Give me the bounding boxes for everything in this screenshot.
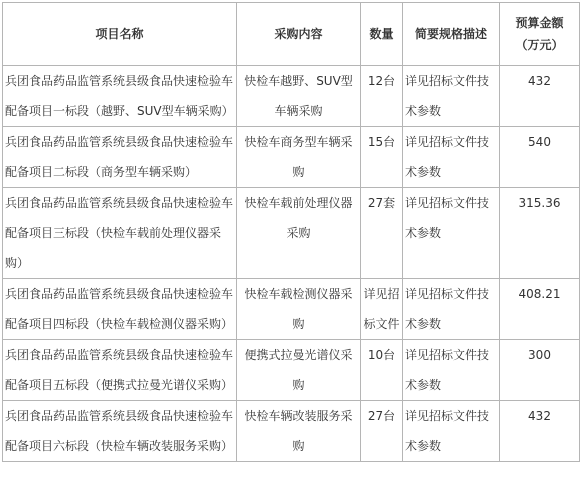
header-budget [500, 3, 580, 66]
cell-procurement-content: 快检车载前处理仪器采购 [237, 188, 361, 279]
cell-budget: 315.36 [500, 188, 580, 279]
cell-project-name: 兵团食品药品监管系统县级食品快速检验车配备项目一标段（越野、SUV型车辆采购） [3, 66, 237, 127]
cell-budget: 300 [500, 340, 580, 401]
cell-spec: 详见招标文件技术参数 [403, 66, 500, 127]
table-row [3, 188, 580, 279]
cell-budget: 432 [500, 66, 580, 127]
cell-budget: 408.21 [500, 279, 580, 340]
cell-procurement-content: 快检车辆改装服务采购 [237, 401, 361, 462]
cell-spec: 详见招标文件技术参数 [403, 127, 500, 188]
cell-quantity: 10台 [361, 340, 403, 401]
cell-project-name: 兵团食品药品监管系统县级食品快速检验车配备项目四标段（快检车载检测仪器采购） [3, 279, 237, 340]
header-quantity: 数量 [361, 3, 403, 66]
cell-quantity: 15台 [361, 127, 403, 188]
cell-procurement-content: 快检车商务型车辆采购 [237, 127, 361, 188]
cell-spec: 详见招标文件技术参数 [403, 340, 500, 401]
table-row [3, 279, 580, 340]
cell-quantity: 27套 [361, 188, 403, 279]
table-row [3, 340, 580, 401]
table-row [3, 66, 580, 127]
cell-project-name: 兵团食品药品监管系统县级食品快速检验车配备项目六标段（快检车辆改装服务采购） [3, 401, 237, 462]
cell-project-name: 兵团食品药品监管系统县级食品快速检验车配备项目五标段（便携式拉曼光谱仪采购） [3, 340, 237, 401]
cell-procurement-content: 便携式拉曼光谱仪采购 [237, 340, 361, 401]
procurement-table [2, 2, 580, 462]
header-spec: 简要规格描述 [403, 3, 500, 66]
cell-procurement-content: 快检车载检测仪器采购 [237, 279, 361, 340]
header-procurement-content: 采购内容 [237, 3, 361, 66]
cell-spec: 详见招标文件技术参数 [403, 401, 500, 462]
header-project-name: 项目名称 [3, 3, 237, 66]
table-row [3, 127, 580, 188]
cell-quantity: 12台 [361, 66, 403, 127]
header-budget-line2: （万元） [515, 38, 564, 52]
header-budget-line1: 预算金额 [515, 16, 564, 30]
cell-procurement-content: 快检车越野、SUV型车辆采购 [237, 66, 361, 127]
cell-project-name: 兵团食品药品监管系统县级食品快速检验车配备项目三标段（快检车载前处理仪器采购） [3, 188, 237, 279]
cell-budget: 432 [500, 401, 580, 462]
cell-spec: 详见招标文件技术参数 [403, 279, 500, 340]
cell-quantity: 27台 [361, 401, 403, 462]
cell-quantity: 详见招标文件 [361, 279, 403, 340]
cell-project-name: 兵团食品药品监管系统县级食品快速检验车配备项目二标段（商务型车辆采购） [3, 127, 237, 188]
cell-spec: 详见招标文件技术参数 [403, 188, 500, 279]
table-header-row [3, 3, 580, 66]
cell-budget: 540 [500, 127, 580, 188]
table-row [3, 401, 580, 462]
